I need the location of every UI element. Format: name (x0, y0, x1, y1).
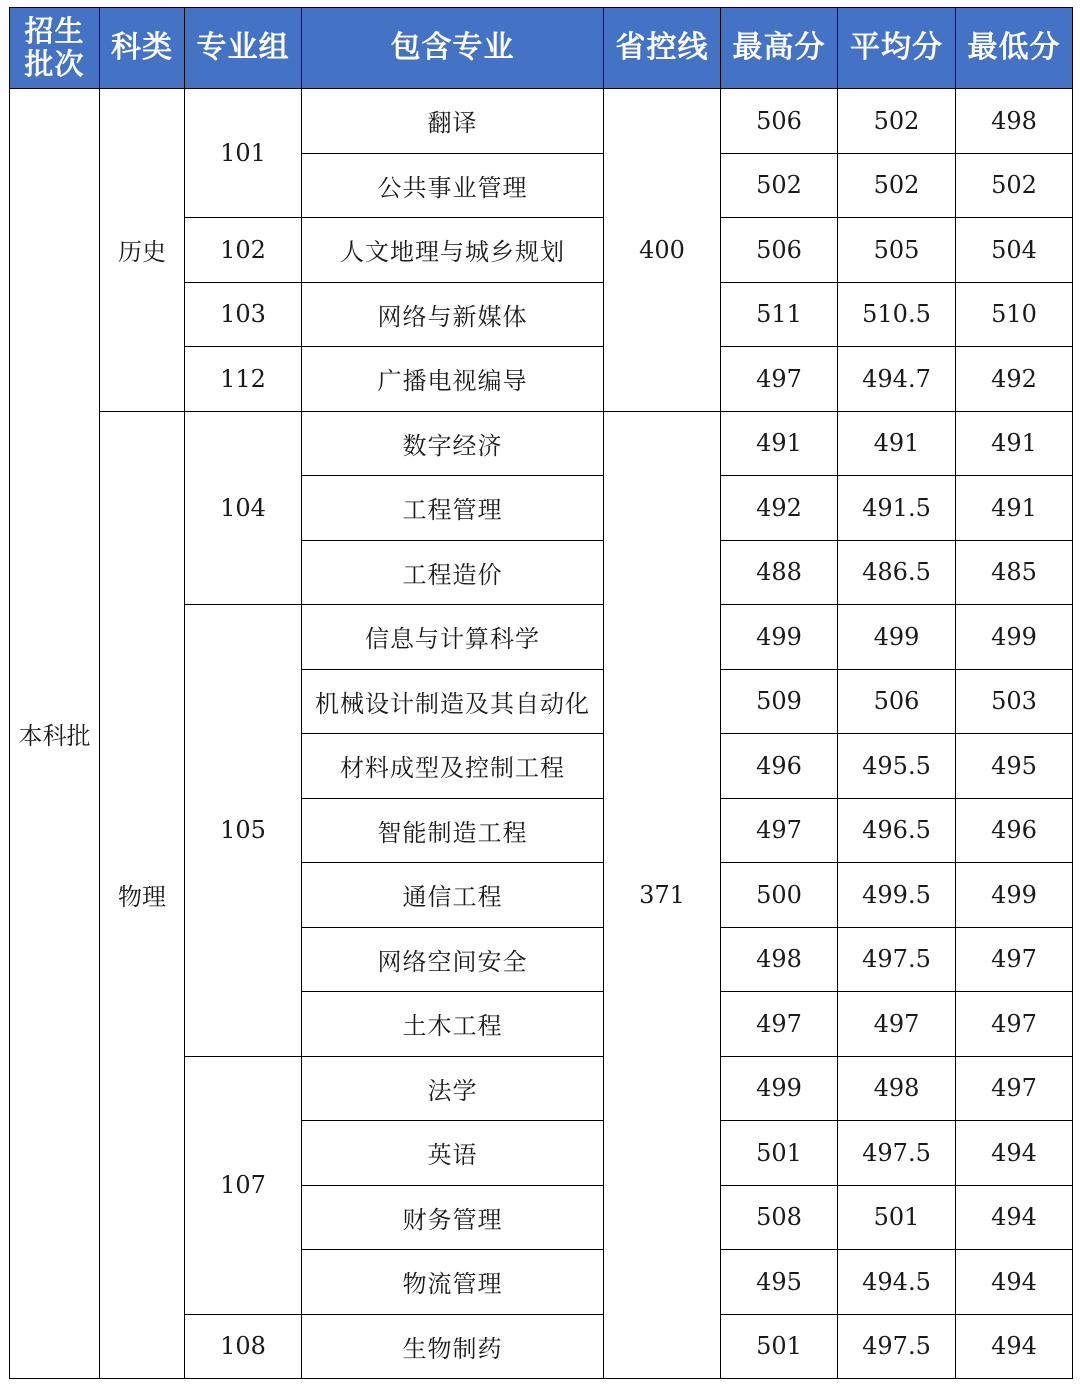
max-score-cell: 499 (721, 605, 838, 670)
min-score-cell: 494 (956, 1185, 1073, 1250)
avg-score-cell: 501 (838, 1185, 956, 1250)
group-code-cell: 101 (185, 89, 302, 218)
major-name-cell: 网络空间安全 (302, 927, 604, 992)
header-row (10, 8, 1073, 89)
group-code-cell: 112 (185, 347, 302, 412)
max-score-cell: 496 (721, 734, 838, 799)
major-name-cell: 生物制药 (302, 1314, 604, 1379)
avg-score-cell: 491 (838, 411, 956, 476)
major-name-cell: 智能制造工程 (302, 798, 604, 863)
min-score-cell: 494 (956, 1314, 1073, 1379)
avg-score-cell: 499 (838, 605, 956, 670)
max-score-cell: 499 (721, 1056, 838, 1121)
avg-score-cell: 496.5 (838, 798, 956, 863)
major-name-cell: 财务管理 (302, 1185, 604, 1250)
major-name-cell: 网络与新媒体 (302, 282, 604, 347)
min-score-cell: 502 (956, 153, 1073, 218)
header-min-score: 最低分 (956, 8, 1073, 89)
min-score-cell: 491 (956, 411, 1073, 476)
max-score-cell: 492 (721, 476, 838, 541)
min-score-cell: 510 (956, 282, 1073, 347)
avg-score-cell: 494.5 (838, 1250, 956, 1315)
table-row (10, 411, 1073, 476)
max-score-cell: 502 (721, 153, 838, 218)
major-name-cell: 物流管理 (302, 1250, 604, 1315)
header-group: 专业组 (185, 8, 302, 89)
min-score-cell: 497 (956, 927, 1073, 992)
subject-cell: 物理 (100, 411, 185, 1379)
group-code-cell: 108 (185, 1314, 302, 1379)
table-body (10, 89, 1073, 1379)
avg-score-cell: 510.5 (838, 282, 956, 347)
major-name-cell: 翻译 (302, 89, 604, 154)
header-control-line: 省控线 (604, 8, 721, 89)
max-score-cell: 495 (721, 1250, 838, 1315)
min-score-cell: 497 (956, 1056, 1073, 1121)
major-name-cell: 工程管理 (302, 476, 604, 541)
avg-score-cell: 506 (838, 669, 956, 734)
max-score-cell: 497 (721, 798, 838, 863)
min-score-cell: 496 (956, 798, 1073, 863)
avg-score-cell: 499.5 (838, 863, 956, 928)
major-name-cell: 法学 (302, 1056, 604, 1121)
group-code-cell: 104 (185, 411, 302, 605)
min-score-cell: 499 (956, 605, 1073, 670)
max-score-cell: 511 (721, 282, 838, 347)
avg-score-cell: 497.5 (838, 1121, 956, 1186)
major-name-cell: 英语 (302, 1121, 604, 1186)
header-avg-score: 平均分 (838, 8, 956, 89)
major-name-cell: 信息与计算科学 (302, 605, 604, 670)
max-score-cell: 500 (721, 863, 838, 928)
group-code-cell: 102 (185, 218, 302, 283)
header-major: 包含专业 (302, 8, 604, 89)
major-name-cell: 公共事业管理 (302, 153, 604, 218)
min-score-cell: 499 (956, 863, 1073, 928)
avg-score-cell: 502 (838, 89, 956, 154)
avg-score-cell: 486.5 (838, 540, 956, 605)
major-name-cell: 人文地理与城乡规划 (302, 218, 604, 283)
group-code-cell: 105 (185, 605, 302, 1057)
major-name-cell: 机械设计制造及其自动化 (302, 669, 604, 734)
major-name-cell: 土木工程 (302, 992, 604, 1057)
avg-score-cell: 497.5 (838, 1314, 956, 1379)
min-score-cell: 503 (956, 669, 1073, 734)
batch-cell: 本科批 (10, 89, 100, 1379)
min-score-cell: 494 (956, 1250, 1073, 1315)
avg-score-cell: 497 (838, 992, 956, 1057)
max-score-cell: 506 (721, 218, 838, 283)
avg-score-cell: 505 (838, 218, 956, 283)
max-score-cell: 497 (721, 992, 838, 1057)
subject-cell: 历史 (100, 89, 185, 412)
max-score-cell: 501 (721, 1314, 838, 1379)
max-score-cell: 506 (721, 89, 838, 154)
max-score-cell: 509 (721, 669, 838, 734)
major-name-cell: 材料成型及控制工程 (302, 734, 604, 799)
min-score-cell: 491 (956, 476, 1073, 541)
min-score-cell: 495 (956, 734, 1073, 799)
header-subject: 科类 (100, 8, 185, 89)
avg-score-cell: 491.5 (838, 476, 956, 541)
control-line-cell: 371 (604, 411, 721, 1379)
max-score-cell: 488 (721, 540, 838, 605)
major-name-cell: 广播电视编导 (302, 347, 604, 412)
min-score-cell: 494 (956, 1121, 1073, 1186)
header-max-score: 最高分 (721, 8, 838, 89)
max-score-cell: 491 (721, 411, 838, 476)
max-score-cell: 508 (721, 1185, 838, 1250)
max-score-cell: 501 (721, 1121, 838, 1186)
avg-score-cell: 494.7 (838, 347, 956, 412)
group-code-cell: 107 (185, 1056, 302, 1314)
max-score-cell: 498 (721, 927, 838, 992)
min-score-cell: 504 (956, 218, 1073, 283)
admission-scores-table (9, 7, 1073, 1379)
avg-score-cell: 497.5 (838, 927, 956, 992)
control-line-cell: 400 (604, 89, 721, 412)
min-score-cell: 492 (956, 347, 1073, 412)
major-name-cell: 通信工程 (302, 863, 604, 928)
major-name-cell: 数字经济 (302, 411, 604, 476)
header-batch: 招生批次 (10, 8, 100, 89)
max-score-cell: 497 (721, 347, 838, 412)
min-score-cell: 498 (956, 89, 1073, 154)
min-score-cell: 497 (956, 992, 1073, 1057)
avg-score-cell: 498 (838, 1056, 956, 1121)
major-name-cell: 工程造价 (302, 540, 604, 605)
min-score-cell: 485 (956, 540, 1073, 605)
avg-score-cell: 495.5 (838, 734, 956, 799)
table-row (10, 89, 1073, 154)
avg-score-cell: 502 (838, 153, 956, 218)
group-code-cell: 103 (185, 282, 302, 347)
